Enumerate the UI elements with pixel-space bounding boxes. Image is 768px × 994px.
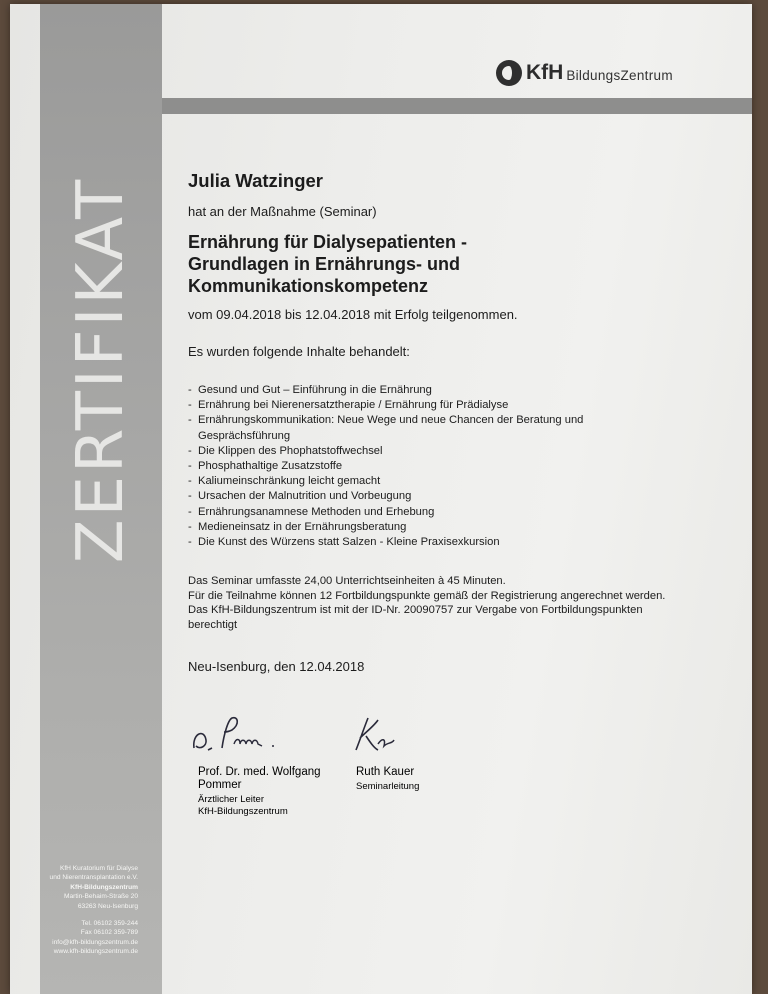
signer-name-line: Ruth Kauer — [356, 766, 415, 778]
signature-pommer — [188, 710, 298, 758]
logo-subtitle: BildungsZentrum — [566, 68, 673, 83]
participation-intro: hat an der Maßnahme (Seminar) — [188, 204, 377, 219]
contact-line: Fax 06102 359-789 — [80, 929, 138, 937]
topic-item: - Die Klippen des Phophatstoffwechsel — [188, 444, 668, 459]
course-period: vom 09.04.2018 bis 12.04.2018 mit Erfolg teilgenommen. — [188, 307, 518, 322]
seminar-notes — [188, 574, 668, 632]
certificate-body — [188, 170, 668, 674]
contact-line: www.kfh-bildungszentrum.de — [53, 948, 138, 956]
vertical-title: ZERTIFIKAT — [64, 176, 138, 564]
contact-line: Tel. 06102 359-244 — [81, 920, 138, 928]
place-date: Neu-Isenburg, den 12.04.2018 — [188, 658, 365, 674]
address-line: und Nierentransplantation e.V. — [49, 874, 138, 882]
address-line: Martin-Behaim-Straße 20 — [63, 893, 138, 901]
note-line: Für die Teilnahme können 12 Fortbildungspunkte gemäß der Registrierung angerechnet werden. — [188, 589, 666, 602]
topic-item: - Ernährung bei Nierenersatztherapie / Ernährung für Prädialyse — [188, 398, 668, 413]
note-line: Das Seminar umfasste 24,00 Unterrichtseinheiten à 45 Minuten. — [188, 575, 506, 588]
signer-name-line: Prof. Dr. med. Wolfgang — [198, 766, 321, 778]
topic-item: - Gesund und Gut – Einführung in die Ernährung — [188, 383, 668, 398]
topic-item: - Kaliumeinschränkung leicht gemacht — [188, 474, 668, 489]
course-title — [188, 231, 668, 297]
topic-item: - Medieneinsatz in der Ernährungsberatung — [188, 520, 668, 535]
course-title-line: Grundlagen in Ernährungs- und — [188, 254, 460, 274]
topic-item: - Phosphathaltige Zusatzstoffe — [188, 459, 668, 474]
topic-item: - Ernährungskommunikation: Neue Wege und neue Chancen der Beratung und Gesprächsführung — [188, 413, 668, 443]
signer-role-line: Ärztlicher Leiter — [198, 794, 264, 805]
certificate-page — [10, 4, 752, 994]
recipient-name: Julia Watzinger — [188, 170, 324, 191]
signer-role-line: Seminarleitung — [356, 781, 420, 792]
organization-address — [28, 864, 138, 957]
signer-pommer — [198, 766, 321, 818]
contact-line: info@kfh-bildungszentrum.de — [52, 938, 138, 946]
topic-item: - Ursachen der Malnutrition und Vorbeugung — [188, 489, 668, 504]
topics-intro: Es wurden folgende Inhalte behandelt: — [188, 344, 410, 359]
note-line: Das KfH-Bildungszentrum ist mit der ID-Nr. 20090757 zur Vergabe von Fortbildungspunkten berechtigt — [188, 604, 643, 632]
topic-item: - Ernährungsanamnese Methoden und Erhebung — [188, 505, 668, 520]
course-title-line: Kommunikationskompetenz — [188, 276, 429, 296]
signature-kauer — [348, 710, 408, 758]
address-line: 63263 Neu-Isenburg — [77, 902, 138, 910]
signer-kauer — [356, 766, 419, 793]
header-bar — [162, 98, 752, 114]
logo-brand: KfH — [526, 61, 564, 84]
topics-list — [188, 383, 668, 550]
kfh-logo — [496, 60, 673, 86]
course-title-line: Ernährung für Dialysepatienten - — [188, 232, 468, 252]
topic-item: - Die Kunst des Würzens statt Salzen - Kleine Praxisexkursion — [188, 535, 668, 550]
signer-role-line: KfH-Bildungszentrum — [198, 806, 288, 817]
address-line: KfH Kuratorium für Dialyse — [59, 865, 138, 872]
kfh-logo-icon — [496, 60, 522, 86]
signer-name-line: Pommer — [198, 779, 242, 791]
signer-role — [198, 794, 321, 818]
address-line: KfH-Bildungszentrum — [70, 883, 138, 891]
